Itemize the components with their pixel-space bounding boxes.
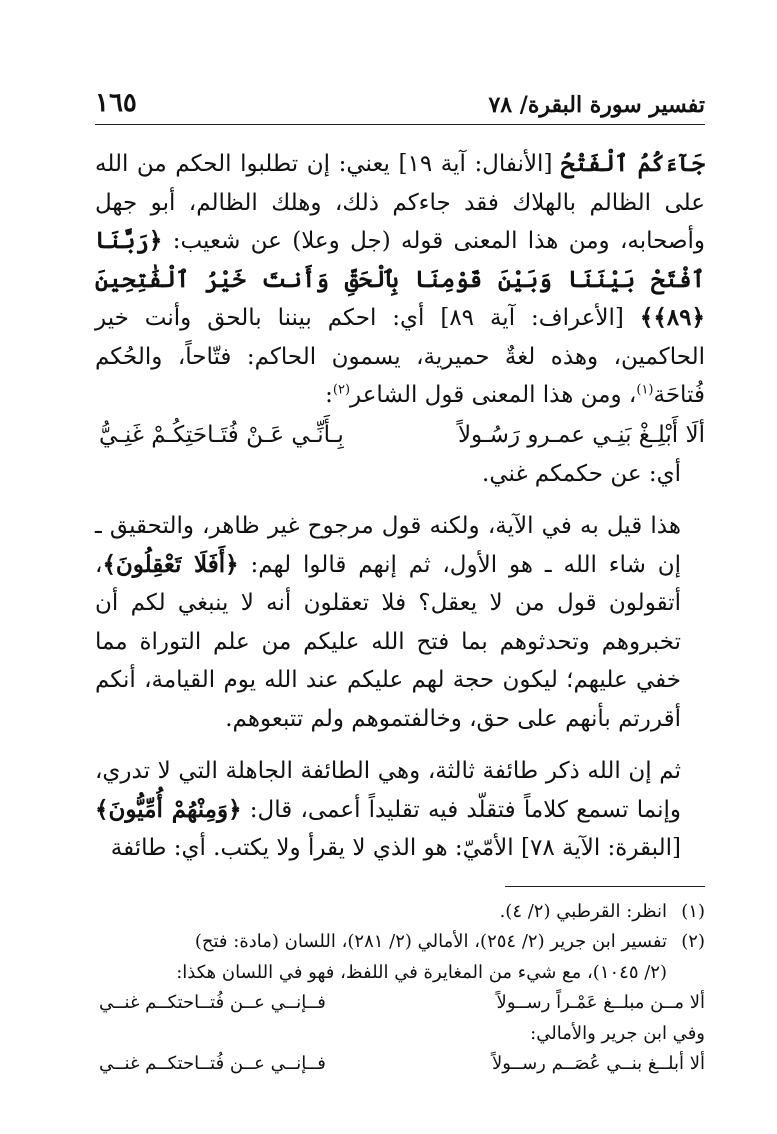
- footnote-verse: ألا مــن مبلــغ عَمْـراً رســولاً فــإنــي عــن فُتــاحتكــم غنــي: [99, 992, 705, 1013]
- poetry-verse: [95, 415, 705, 455]
- main-text: [95, 145, 705, 868]
- paragraph-3: ثم إن الله ذكر طائفة ثالثة، وهي الطائفة الجاهلة التي لا تدري، وإنما تسمع كلاماً فتقلّد فيه تقليداً أعمى، قال: ﴿وَمِنْهُمْ أُمِّيُّونَ﴾ [البقرة: الآية ٧٨] الأمّيّ: هو الذي لا يقرأ ولا يكتب. أي: طائفة: [95, 758, 681, 861]
- footnote-1: (١)انظر: القرطبي (٢/ ٤).: [95, 897, 705, 928]
- quran-quote: ﴿رَبَّنَا ٱفْتَحْ بَيْنَنَا وَبَيْنَ قَوْمِنَا بِٱلْحَقِّ وَأَنتَ خَيْرُ ٱلْفَٰتِحِينَ ﴿٨٩﴾﴾: [95, 227, 705, 331]
- first-hemistich: ألَا أَبْلِـغْ بَنِـي عمـرو رَسُـولاً: [457, 421, 705, 448]
- running-title: تفسير سورة البقرة/ ٧٨: [488, 92, 705, 118]
- quran-quote: جَآءَكُمُ ٱلْفَتْحُ: [560, 150, 706, 177]
- footnote-2: (٢)تفسير ابن جرير (٢/ ٢٥٤)، الأمالي (٢/ ٢٨١)، اللسان (مادة: فتح): [95, 927, 705, 958]
- page-number: ١٦٥: [95, 88, 137, 118]
- paragraph-1: جَآءَكُمُ ٱلْفَتْحُ [الأنفال: آية ١٩] يعني: إن تطلبوا الحكم من الله على الظالم بالهلاك فقد جاءكم ذلك، وهلك الظالم، أبو جهل وأصحابه، ومن هذا المعنى قوله (جل وعلا) عن شعيب: ﴿رَبَّنَا ٱفْتَحْ بَيْنَنَا وَبَيْنَ قَوْمِنَا بِٱلْحَقِّ وَأَنتَ خَيْرُ ٱلْفَٰتِحِينَ ﴿٨٩﴾﴾ [الأعراف: آية ٨٩] أي: احكم بيننا بالحق وأنت خير الحاكمين، وهذه لغةٌ حميرية، يسمون الحاكم: فتّاحاً، والحُكم فُتاحَة$^{(١)}$، ومن هذا المعنى قول الشاعر$^{(٢)}$:: [95, 150, 706, 408]
- second-hemistich: بِـأَنِّـي عَـنْ فُتَـاحَتِكُـمْ غَنِـيُّ: [99, 421, 344, 448]
- footnote-number: (١): [681, 900, 705, 922]
- quran-quote: ﴿أَفَلَا تَعْقِلُونَ﴾: [102, 550, 239, 578]
- footnote-number: (٢): [681, 931, 705, 952]
- quran-quote: ﴿وَمِنْهُمْ أُمِّيُّونَ﴾: [95, 795, 242, 823]
- footnote-ref: (٢): [332, 382, 351, 398]
- footnote-ref: (١): [636, 382, 654, 398]
- paragraph-2: هذا قيل به في الآية، ولكنه قول مرجوح غير ظاهر، والتحقيق ـ إن شاء الله ـ هو الأول، ثم إنهم قالوا لهم: ﴿أَفَلَا تَعْقِلُونَ﴾، أتقولون قول من لا يعقل؟ فلا تعقلون أنه لا ينبغي لكم أن تخبروهم وتحدثوهم بما فتح الله عليكم من علم التوراة مما خفي عليهم؛ ليكون حجة لهم عليكم عند الله يوم القيامة، أنكم أقررتم بأنهم على حق، وخالفتموهم ولم تتبعوهم.: [95, 513, 682, 732]
- verse-explanation: أي: عن حكمكم غني.: [482, 460, 681, 487]
- page-header: [95, 84, 705, 125]
- footnote-verse: ألا أبلــغ بنــي عُصَــم رســولاً فــإنــي عــن فُتــاحتكــم غنــي: [99, 1053, 705, 1074]
- book-page: [95, 84, 705, 1080]
- footnote-divider: [505, 886, 705, 887]
- footnotes: (١)انظر: القرطبي (٢/ ٤). (٢)تفسير ابن جرير (٢/ ٢٥٤)، الأمالي (٢/ ٢٨١)، اللسان (مادة: فتح) (٢/ ١٠٤٥)، مع شيء من المغايرة في اللفظ، فهو في اللسان هكذا: ألا مــن مبلــغ عَمْـراً رســولاً فــإنــي عــن فُتــاحتكــم غنــي وفي ابن جرير والأمالي: ألا أبلــغ بنــي عُصَــم رســولاً فــإنــي عــن فُتــاحتكــم غنــي: [95, 897, 705, 1080]
